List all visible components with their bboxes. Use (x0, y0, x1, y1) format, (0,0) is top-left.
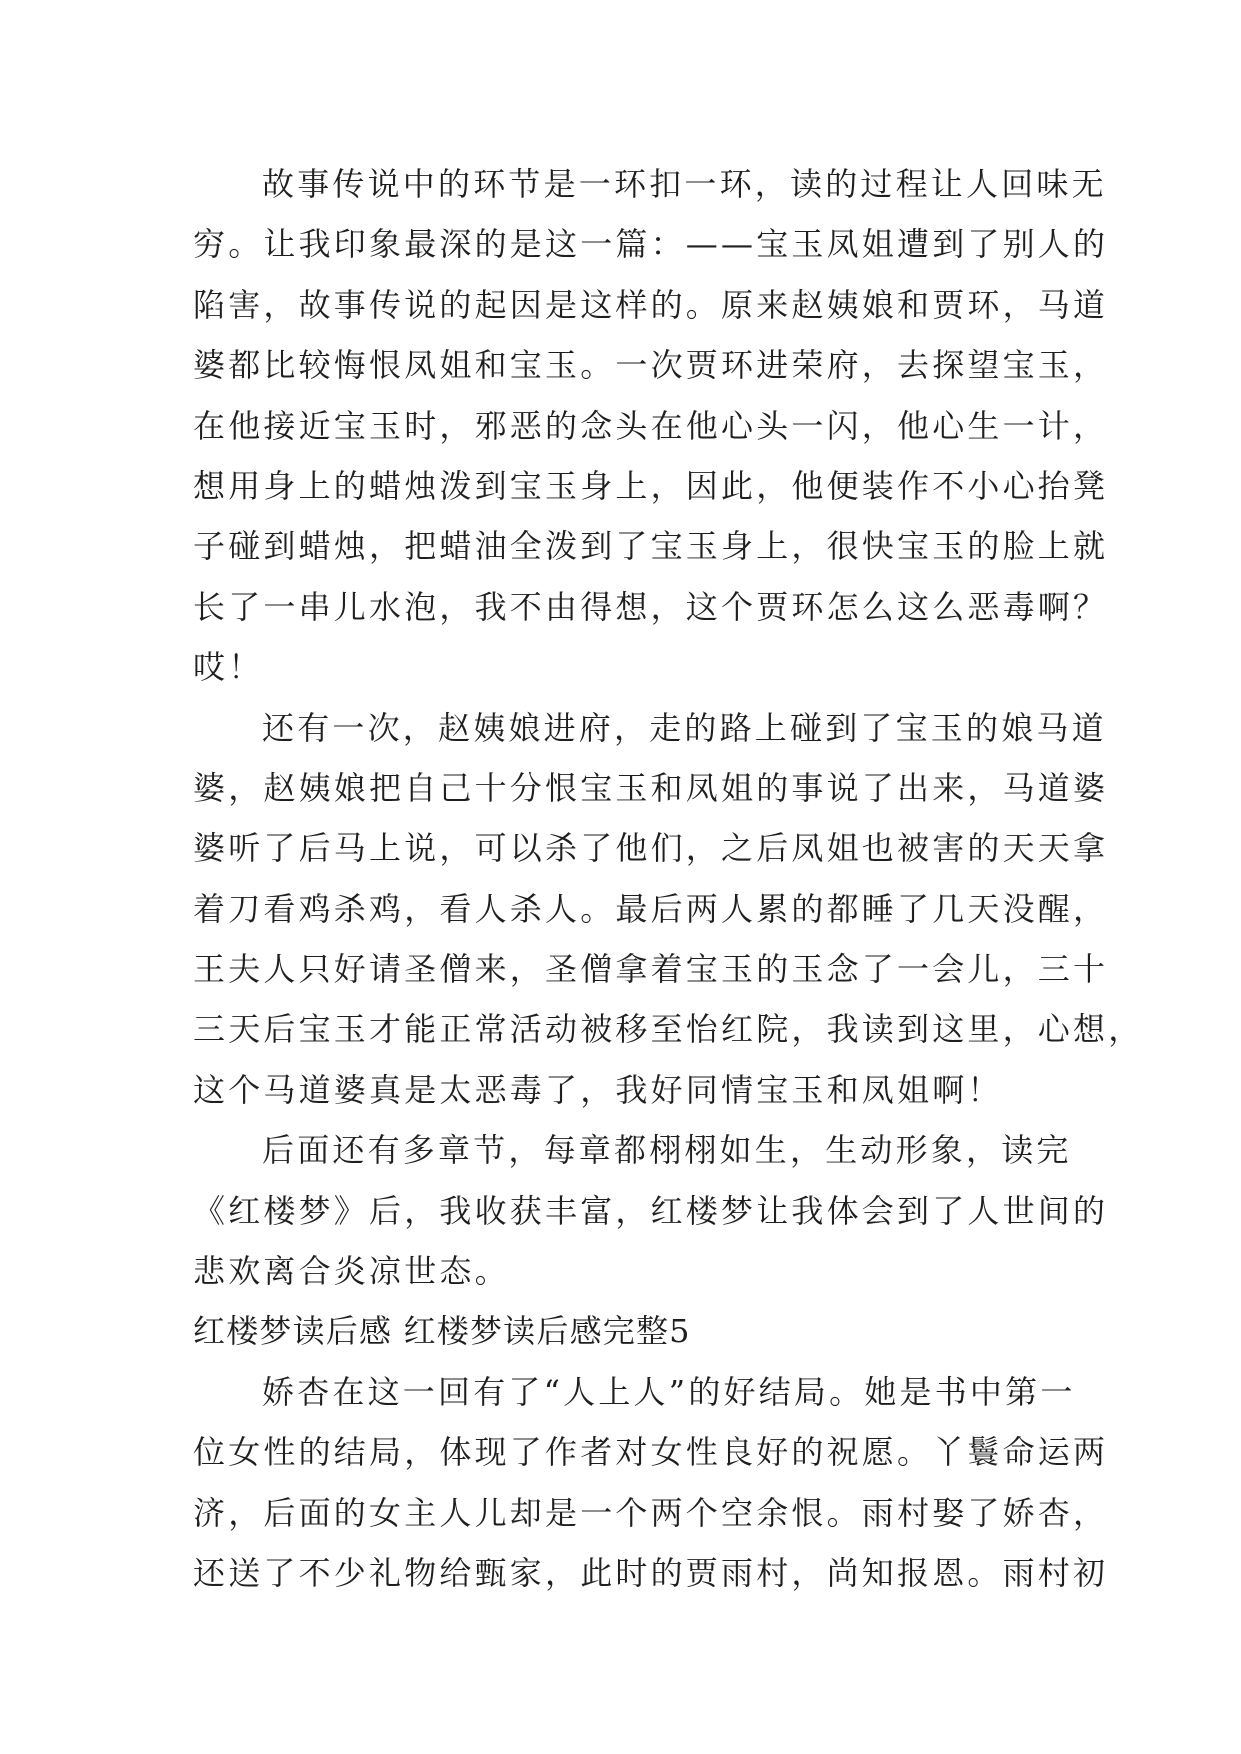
paragraph-line: 王夫人只好请圣僧来，圣僧拿着宝玉的玉念了一会儿，三十 (193, 950, 1109, 989)
paragraph-line: 悲欢离合炎凉世态。 (193, 1252, 510, 1291)
paragraph-line: 这个马道婆真是太恶毒了，我好同情宝玉和凤姐啊！ (193, 1070, 1003, 1109)
paragraph-line: 陷害，故事传说的起因是这样的。原来赵姨娘和贾环，马道 (193, 285, 1109, 324)
paragraph-line: 位女性的结局，体现了作者对女性良好的祝愿。丫鬟命运两 (193, 1433, 1109, 1472)
paragraph-line: 后面还有多章节，每章都栩栩如生，生动形象，读完 (262, 1131, 1072, 1170)
paragraph-line: 婆都比较悔恨凤姐和宝玉。一次贾环进荣府，去探望宝玉， (193, 346, 1109, 385)
paragraph-line: 穷。让我印象最深的是这一篇：——宝玉凤姐遭到了别人的 (193, 225, 1109, 264)
paragraph-line: 三天后宝玉才能正常活动被移至怡红院，我读到这里，心想， (193, 1010, 1144, 1049)
paragraph-line: 济，后面的女主人儿却是一个两个空余恨。雨村娶了娇杏， (193, 1493, 1109, 1532)
paragraph-4 (193, 1362, 1109, 1604)
paragraph-line: 子碰到蜡烛，把蜡油全泼到了宝玉身上，很快宝玉的脸上就 (193, 527, 1109, 566)
paragraph-line: 《红楼梦》后，我收获丰富，红楼梦让我体会到了人世间的 (193, 1191, 1109, 1230)
paragraph-3 (193, 1120, 1109, 1301)
paragraph-line: 还送了不少礼物给甄家，此时的贾雨村，尚知报恩。雨村初 (193, 1553, 1109, 1592)
paragraph-1 (193, 154, 1109, 698)
paragraph-line: 哎！ (193, 648, 264, 687)
paragraph-2 (193, 698, 1144, 1121)
paragraph-line: 故事传说中的环节是一环扣一环，读的过程让人回味无 (262, 165, 1107, 203)
paragraph-line: 婆听了后马上说，可以杀了他们，之后凤姐也被害的天天拿 (193, 829, 1109, 868)
paragraph-line: 婆，赵姨娘把自己十分恨宝玉和凤姐的事说了出来，马道婆 (193, 768, 1109, 807)
paragraph-line: 想用身上的蜡烛泼到宝玉身上，因此，他便装作不小心抬凳 (193, 466, 1109, 505)
document-body (193, 154, 1144, 1603)
paragraph-line: 在他接近宝玉时，邪恶的念头在他心头一闪，他心生一计， (193, 406, 1109, 445)
paragraph-line: 长了一串儿水泡，我不由得想，这个贾环怎么这么恶毒啊？ (193, 587, 1109, 626)
paragraph-line: 还有一次，赵姨娘进府，走的路上碰到了宝玉的娘马道 (262, 708, 1107, 747)
paragraph-line: 着刀看鸡杀鸡，看人杀人。最后两人累的都睡了几天没醒， (193, 889, 1109, 928)
paragraph-line: 娇杏在这一回有了“人上人”的好结局。她是书中第一 (262, 1372, 1076, 1411)
section-heading: 红楼梦读后感 红楼梦读后感完整5 (193, 1312, 691, 1351)
